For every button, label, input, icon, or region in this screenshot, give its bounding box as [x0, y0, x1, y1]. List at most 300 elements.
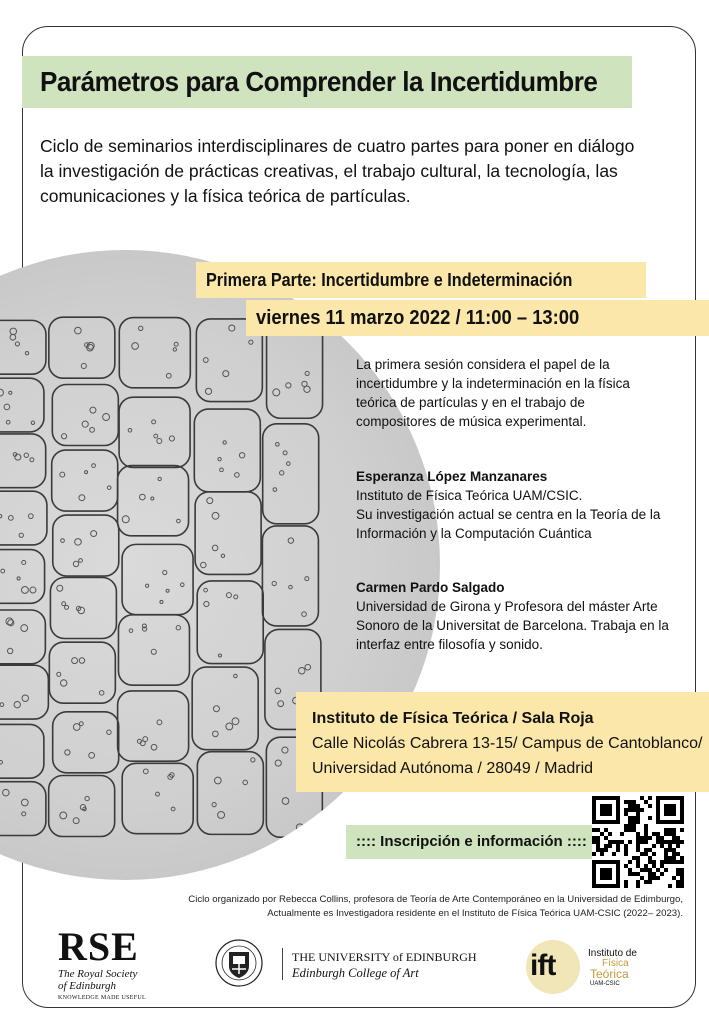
cell-dot	[28, 514, 33, 519]
qr-module	[636, 808, 640, 812]
qr-module	[648, 856, 652, 860]
cell-dot	[157, 720, 162, 725]
qr-module	[668, 840, 672, 844]
cell-dot	[103, 414, 110, 421]
cell-dot	[305, 664, 311, 670]
qr-module	[664, 832, 668, 836]
uoe-name: THE UNIVERSITY of EDINBURGH	[292, 950, 477, 964]
speaker-bio-line: Su investigación actual se centra en la Teoría de la	[356, 507, 661, 522]
cell-dot	[57, 672, 61, 676]
cell-dot	[273, 389, 280, 396]
qr-module	[672, 852, 676, 856]
cell-dot	[158, 477, 161, 480]
cell-dot	[75, 327, 82, 334]
qr-module	[608, 840, 612, 844]
cell-dot	[287, 462, 291, 466]
cell-dot	[25, 352, 28, 355]
cell-dot	[99, 691, 104, 696]
qr-module	[680, 876, 684, 880]
qr-module	[680, 840, 684, 844]
cell-dot	[61, 680, 67, 686]
qr-module	[648, 804, 652, 808]
qr-module	[604, 848, 608, 852]
qr-module	[656, 836, 660, 840]
qr-module	[640, 876, 644, 880]
qr-module	[624, 800, 628, 804]
ift-name-line: Física	[602, 958, 629, 969]
qr-module	[664, 868, 668, 872]
cell-dot	[9, 391, 12, 394]
qr-module	[596, 844, 600, 848]
ift-name-line: Instituto de	[588, 948, 637, 959]
qr-module	[656, 840, 660, 844]
cell-dot	[212, 803, 216, 807]
qr-module	[636, 872, 640, 876]
cell-dot	[10, 328, 17, 335]
qr-module	[664, 840, 668, 844]
venue-address-line: Universidad Autónoma / 28049 / Madrid	[312, 760, 594, 777]
qr-module	[608, 832, 612, 836]
cell-outline	[0, 550, 45, 604]
cell-dot	[282, 747, 288, 753]
cell-dot	[62, 602, 66, 606]
cell-outline	[0, 320, 46, 374]
cell-dot	[65, 750, 70, 755]
cell-dot	[122, 516, 129, 523]
qr-module	[656, 876, 660, 880]
qr-module	[676, 844, 680, 848]
speaker-1	[356, 467, 696, 543]
venue-name: Instituto de Física Teórica / Sala Roja	[312, 710, 594, 727]
cell-dot	[214, 777, 221, 784]
credits	[63, 893, 683, 921]
description-line: La primera sesión considera el papel de la	[356, 357, 610, 372]
cell-dot	[132, 343, 139, 350]
cell-dot	[6, 618, 13, 625]
qr-module	[652, 860, 656, 864]
venue-address-line: Calle Nicolás Cabrera 13-15/ Campus de Cantoblanco/	[312, 735, 703, 752]
part-title: Primera Parte: Incertidumbre e Indeterminación	[206, 270, 573, 290]
qr-module	[648, 876, 652, 880]
qr-module	[632, 804, 636, 808]
cell-dot	[107, 730, 111, 734]
qr-module	[636, 884, 640, 888]
qr-module	[668, 860, 672, 864]
cell-dot	[15, 342, 19, 346]
qr-module	[624, 848, 628, 852]
cell-outline	[194, 409, 260, 492]
cell-dot	[177, 519, 181, 523]
cell-dot	[213, 731, 219, 737]
qr-module	[624, 880, 628, 884]
cell-dot	[163, 570, 167, 574]
cell-dot	[90, 407, 96, 413]
cell-dot	[151, 497, 154, 500]
qr-module	[644, 800, 648, 804]
cell-dot	[305, 371, 309, 375]
uoe-crest-icon	[214, 938, 264, 988]
qr-module	[676, 868, 680, 872]
cell-dot	[61, 434, 66, 439]
cell-dot	[19, 533, 23, 537]
qr-module	[608, 844, 612, 848]
cell-dot	[21, 587, 28, 594]
cell-dot	[4, 404, 10, 410]
rse-name-line: The Royal Society	[58, 968, 138, 980]
cell-dot	[302, 381, 307, 386]
qr-module	[600, 848, 604, 852]
qr-code-graphic	[592, 796, 684, 888]
qr-module	[624, 812, 628, 816]
ift-mark: ift	[530, 949, 556, 982]
cell-dot	[72, 658, 78, 664]
qr-module	[628, 824, 632, 828]
qr-module	[680, 856, 684, 860]
qr-module	[644, 832, 648, 836]
qr-module	[636, 864, 640, 868]
cell-dot	[85, 796, 89, 800]
qr-finder	[664, 804, 676, 816]
intro-text	[40, 134, 680, 209]
qr-module	[596, 848, 600, 852]
intro-line: Ciclo de seminarios interdisciplinares de cuatro partes para poner en diálogo	[40, 136, 635, 156]
cell-dot	[129, 629, 133, 633]
cell-dot	[22, 695, 28, 701]
venue-info	[312, 706, 702, 781]
qr-module	[592, 852, 596, 856]
cell-dot	[30, 587, 36, 593]
qr-module	[668, 832, 672, 836]
qr-module	[636, 860, 640, 864]
qr-module	[628, 800, 632, 804]
cell-dot	[22, 812, 26, 816]
cell-dot	[213, 706, 219, 712]
cell-dot	[6, 420, 10, 424]
qr-module	[648, 868, 652, 872]
qr-module	[648, 860, 652, 864]
qr-module	[612, 852, 616, 856]
qr-module	[636, 848, 640, 852]
qr-module	[644, 824, 648, 828]
cell-outline	[118, 691, 189, 761]
cell-dot	[139, 326, 143, 330]
cell-dot	[229, 325, 235, 331]
qr-module	[672, 840, 676, 844]
cell-dot	[0, 514, 2, 517]
qr-module	[624, 844, 628, 848]
qr-module	[672, 832, 676, 836]
speaker-bio-line: Sonoro de la Universitat de Barcelona. Trabaja en la	[356, 618, 669, 633]
qr-module	[592, 840, 596, 844]
cell-dot	[234, 674, 238, 678]
cell-dot	[174, 342, 178, 346]
qr-module	[672, 876, 676, 880]
qr-module	[628, 872, 632, 876]
qr-module	[680, 880, 684, 884]
cell-dot	[234, 595, 238, 599]
qr-module	[660, 844, 664, 848]
credits-line: Actualmente es Investigadora residente en el Instituto de Física Teórica UAM-CSIC (2022– 2023).	[267, 908, 683, 919]
cell-dot	[24, 453, 28, 457]
qr-module	[672, 828, 676, 832]
cell-dot	[251, 758, 255, 762]
eca-name: Edinburgh College of Art	[292, 966, 419, 980]
cell-dot	[218, 811, 225, 818]
cell-dot	[31, 421, 34, 424]
qr-module	[668, 844, 672, 848]
qr-module	[636, 820, 640, 824]
cell-dot	[156, 792, 160, 796]
qr-module	[632, 824, 636, 828]
cell-dot	[204, 601, 209, 606]
qr-module	[624, 808, 628, 812]
cell-dot	[8, 516, 13, 521]
cell-dot	[15, 454, 21, 460]
uoe-divider	[282, 948, 283, 980]
qr-module	[636, 816, 640, 820]
qr-module	[628, 816, 632, 820]
qr-module	[624, 884, 628, 888]
qr-module	[640, 852, 644, 856]
cell-dot	[305, 577, 309, 581]
cell-dot	[91, 531, 97, 537]
qr-module	[592, 836, 596, 840]
qr-module	[616, 848, 620, 852]
cell-dot	[128, 428, 132, 432]
cell-dot	[85, 471, 88, 474]
cell-dot	[278, 701, 284, 707]
cell-dot	[286, 383, 291, 388]
cell-outline	[0, 491, 47, 545]
cell-dot	[82, 421, 88, 427]
qr-module	[676, 836, 680, 840]
cell-dot	[0, 703, 4, 707]
qr-module	[652, 864, 656, 868]
qr-module	[632, 828, 636, 832]
cell-dot	[21, 625, 28, 632]
rse-name-line: of Edinburgh	[58, 980, 116, 992]
speaker-name: Carmen Pardo Salgado	[356, 580, 505, 595]
cell-dot	[239, 453, 244, 458]
qr-module	[628, 808, 632, 812]
cell-dot	[180, 583, 184, 587]
qr-module	[656, 868, 660, 872]
qr-module	[592, 828, 596, 832]
rse-letters: RSE	[58, 924, 139, 969]
speaker-bio-line: interfaz entre filosofía y sonido.	[356, 637, 543, 652]
qr-module	[636, 880, 640, 884]
qr-module	[680, 868, 684, 872]
qr-module	[640, 868, 644, 872]
cell-dot	[154, 434, 158, 438]
cell-outline	[53, 515, 119, 576]
qr-module	[624, 824, 628, 828]
cell-dot	[205, 388, 211, 394]
cell-dot	[57, 585, 63, 591]
cell-outline	[195, 492, 261, 575]
qr-module	[596, 836, 600, 840]
qr-module	[640, 808, 644, 812]
cell-dot	[107, 486, 111, 490]
cell-outline	[118, 466, 189, 536]
cell-dot	[166, 589, 169, 592]
cell-dot	[81, 363, 86, 368]
description-line: teórica de partículas y en el trabajo de	[356, 395, 585, 410]
cell-dot	[226, 723, 233, 730]
speaker-bio-line: Universidad de Girona y Profesora del máster Arte	[356, 599, 658, 614]
cell-outline	[52, 450, 118, 511]
cell-dot	[243, 780, 248, 785]
cell-dot	[10, 334, 16, 340]
qr-module	[660, 860, 664, 864]
cell-dot	[17, 577, 20, 580]
qr-module	[596, 840, 600, 844]
cell-dot	[30, 458, 34, 462]
qr-module	[668, 848, 672, 852]
cell-dot	[143, 737, 148, 742]
cell-dot	[79, 559, 83, 563]
cell-dot	[302, 612, 307, 617]
qr-module	[632, 856, 636, 860]
qr-module	[648, 836, 652, 840]
qr-module	[628, 828, 632, 832]
cell-dot	[14, 701, 20, 707]
qr-module	[636, 844, 640, 848]
qr-module	[624, 864, 628, 868]
rse-tagline: KNOWLEDGE MADE USEFUL	[58, 995, 146, 1001]
cell-dot	[220, 468, 224, 472]
qr-module	[628, 804, 632, 808]
qr-module	[680, 872, 684, 876]
qr-module	[648, 872, 652, 876]
cell-dot	[152, 420, 156, 424]
qr-module	[644, 836, 648, 840]
qr-module	[620, 840, 624, 844]
qr-module	[672, 848, 676, 852]
qr-module	[636, 812, 640, 816]
qr-module	[632, 800, 636, 804]
cell-dot	[92, 464, 96, 468]
qr-module	[672, 856, 676, 860]
cell-dot	[61, 539, 65, 543]
qr-module	[648, 816, 652, 820]
cell-dot	[221, 554, 224, 557]
qr-module	[676, 884, 680, 888]
qr-module	[668, 884, 672, 888]
qr-module	[664, 852, 668, 856]
qr-module	[648, 880, 652, 884]
page-title: Parámetros para Comprender la Incertidumbre	[40, 66, 598, 97]
cell-dot	[7, 648, 12, 653]
qr-module	[640, 836, 644, 840]
cell-dot	[75, 539, 82, 546]
qr-module	[604, 828, 608, 832]
cell-dot	[275, 688, 281, 694]
qr-module	[664, 860, 668, 864]
session-date: viernes 11 marzo 2022 / 11:00 – 13:00	[256, 307, 580, 329]
cell-dot	[298, 667, 304, 673]
cell-dot	[282, 798, 289, 805]
cell-dot	[226, 593, 231, 598]
cell-dot	[151, 649, 156, 654]
cell-outline	[192, 667, 258, 750]
cell-dot	[296, 824, 303, 831]
cell-dot	[218, 457, 221, 460]
qr-module	[632, 872, 636, 876]
qr-module	[676, 880, 680, 884]
qr-module	[672, 836, 676, 840]
cell-dot	[60, 472, 65, 477]
qr-module	[652, 852, 656, 856]
qr-module	[652, 876, 656, 880]
qr-module	[664, 828, 668, 832]
qr-module	[636, 836, 640, 840]
cell-outline	[122, 544, 193, 614]
intro-line: comunicaciones y la física teórica de partículas.	[40, 186, 411, 206]
credits-line: Ciclo organizado por Rebecca Collins, profesora de Teoría de Arte Contemporáneo en la Universidad de Edimburgo,	[188, 894, 683, 905]
cell-dot	[73, 724, 80, 731]
rse-logo	[58, 926, 158, 1001]
registration-link[interactable]: :::: Inscripción e información ::::	[356, 833, 587, 850]
qr-module	[652, 832, 656, 836]
cell-outline	[49, 776, 115, 837]
qr-code-icon[interactable]	[592, 796, 684, 888]
qr-module	[628, 860, 632, 864]
cell-dot	[249, 340, 253, 344]
speaker-2	[356, 578, 696, 654]
qr-module	[656, 832, 660, 836]
qr-module	[636, 804, 640, 808]
cell-dot	[169, 436, 174, 441]
qr-module	[596, 828, 600, 832]
cell-dot	[79, 495, 85, 501]
cell-dot	[65, 605, 69, 609]
qr-module	[680, 828, 684, 832]
qr-module	[644, 864, 648, 868]
speaker-bio-line: Información y la Computación Cuántica	[356, 526, 592, 541]
cell-dot	[79, 658, 85, 664]
cell-dot	[73, 561, 78, 566]
qr-module	[676, 872, 680, 876]
cell-dot	[272, 581, 276, 585]
cell-dot	[166, 373, 171, 378]
qr-module	[628, 840, 632, 844]
qr-module	[632, 820, 636, 824]
ift-name-line: Teórica	[590, 967, 629, 981]
cell-outline	[262, 526, 318, 626]
qr-module	[604, 844, 608, 848]
cell-dot	[151, 744, 157, 750]
qr-module	[604, 836, 608, 840]
qr-module	[632, 808, 636, 812]
cell-dot	[157, 439, 162, 444]
qr-module	[636, 840, 640, 844]
qr-module	[600, 832, 604, 836]
qr-module	[644, 840, 648, 844]
qr-module	[676, 852, 680, 856]
cell-dot	[146, 584, 149, 587]
qr-module	[672, 860, 676, 864]
cell-dot	[232, 718, 239, 725]
cell-outline	[119, 318, 190, 388]
qr-module	[652, 872, 656, 876]
speaker-name: Esperanza López Manzanares	[356, 469, 548, 484]
cell-dot	[1, 569, 5, 573]
cell-outline	[263, 424, 319, 524]
cell-dot	[140, 494, 146, 500]
cell-dot	[276, 442, 280, 446]
qr-module	[660, 864, 664, 868]
